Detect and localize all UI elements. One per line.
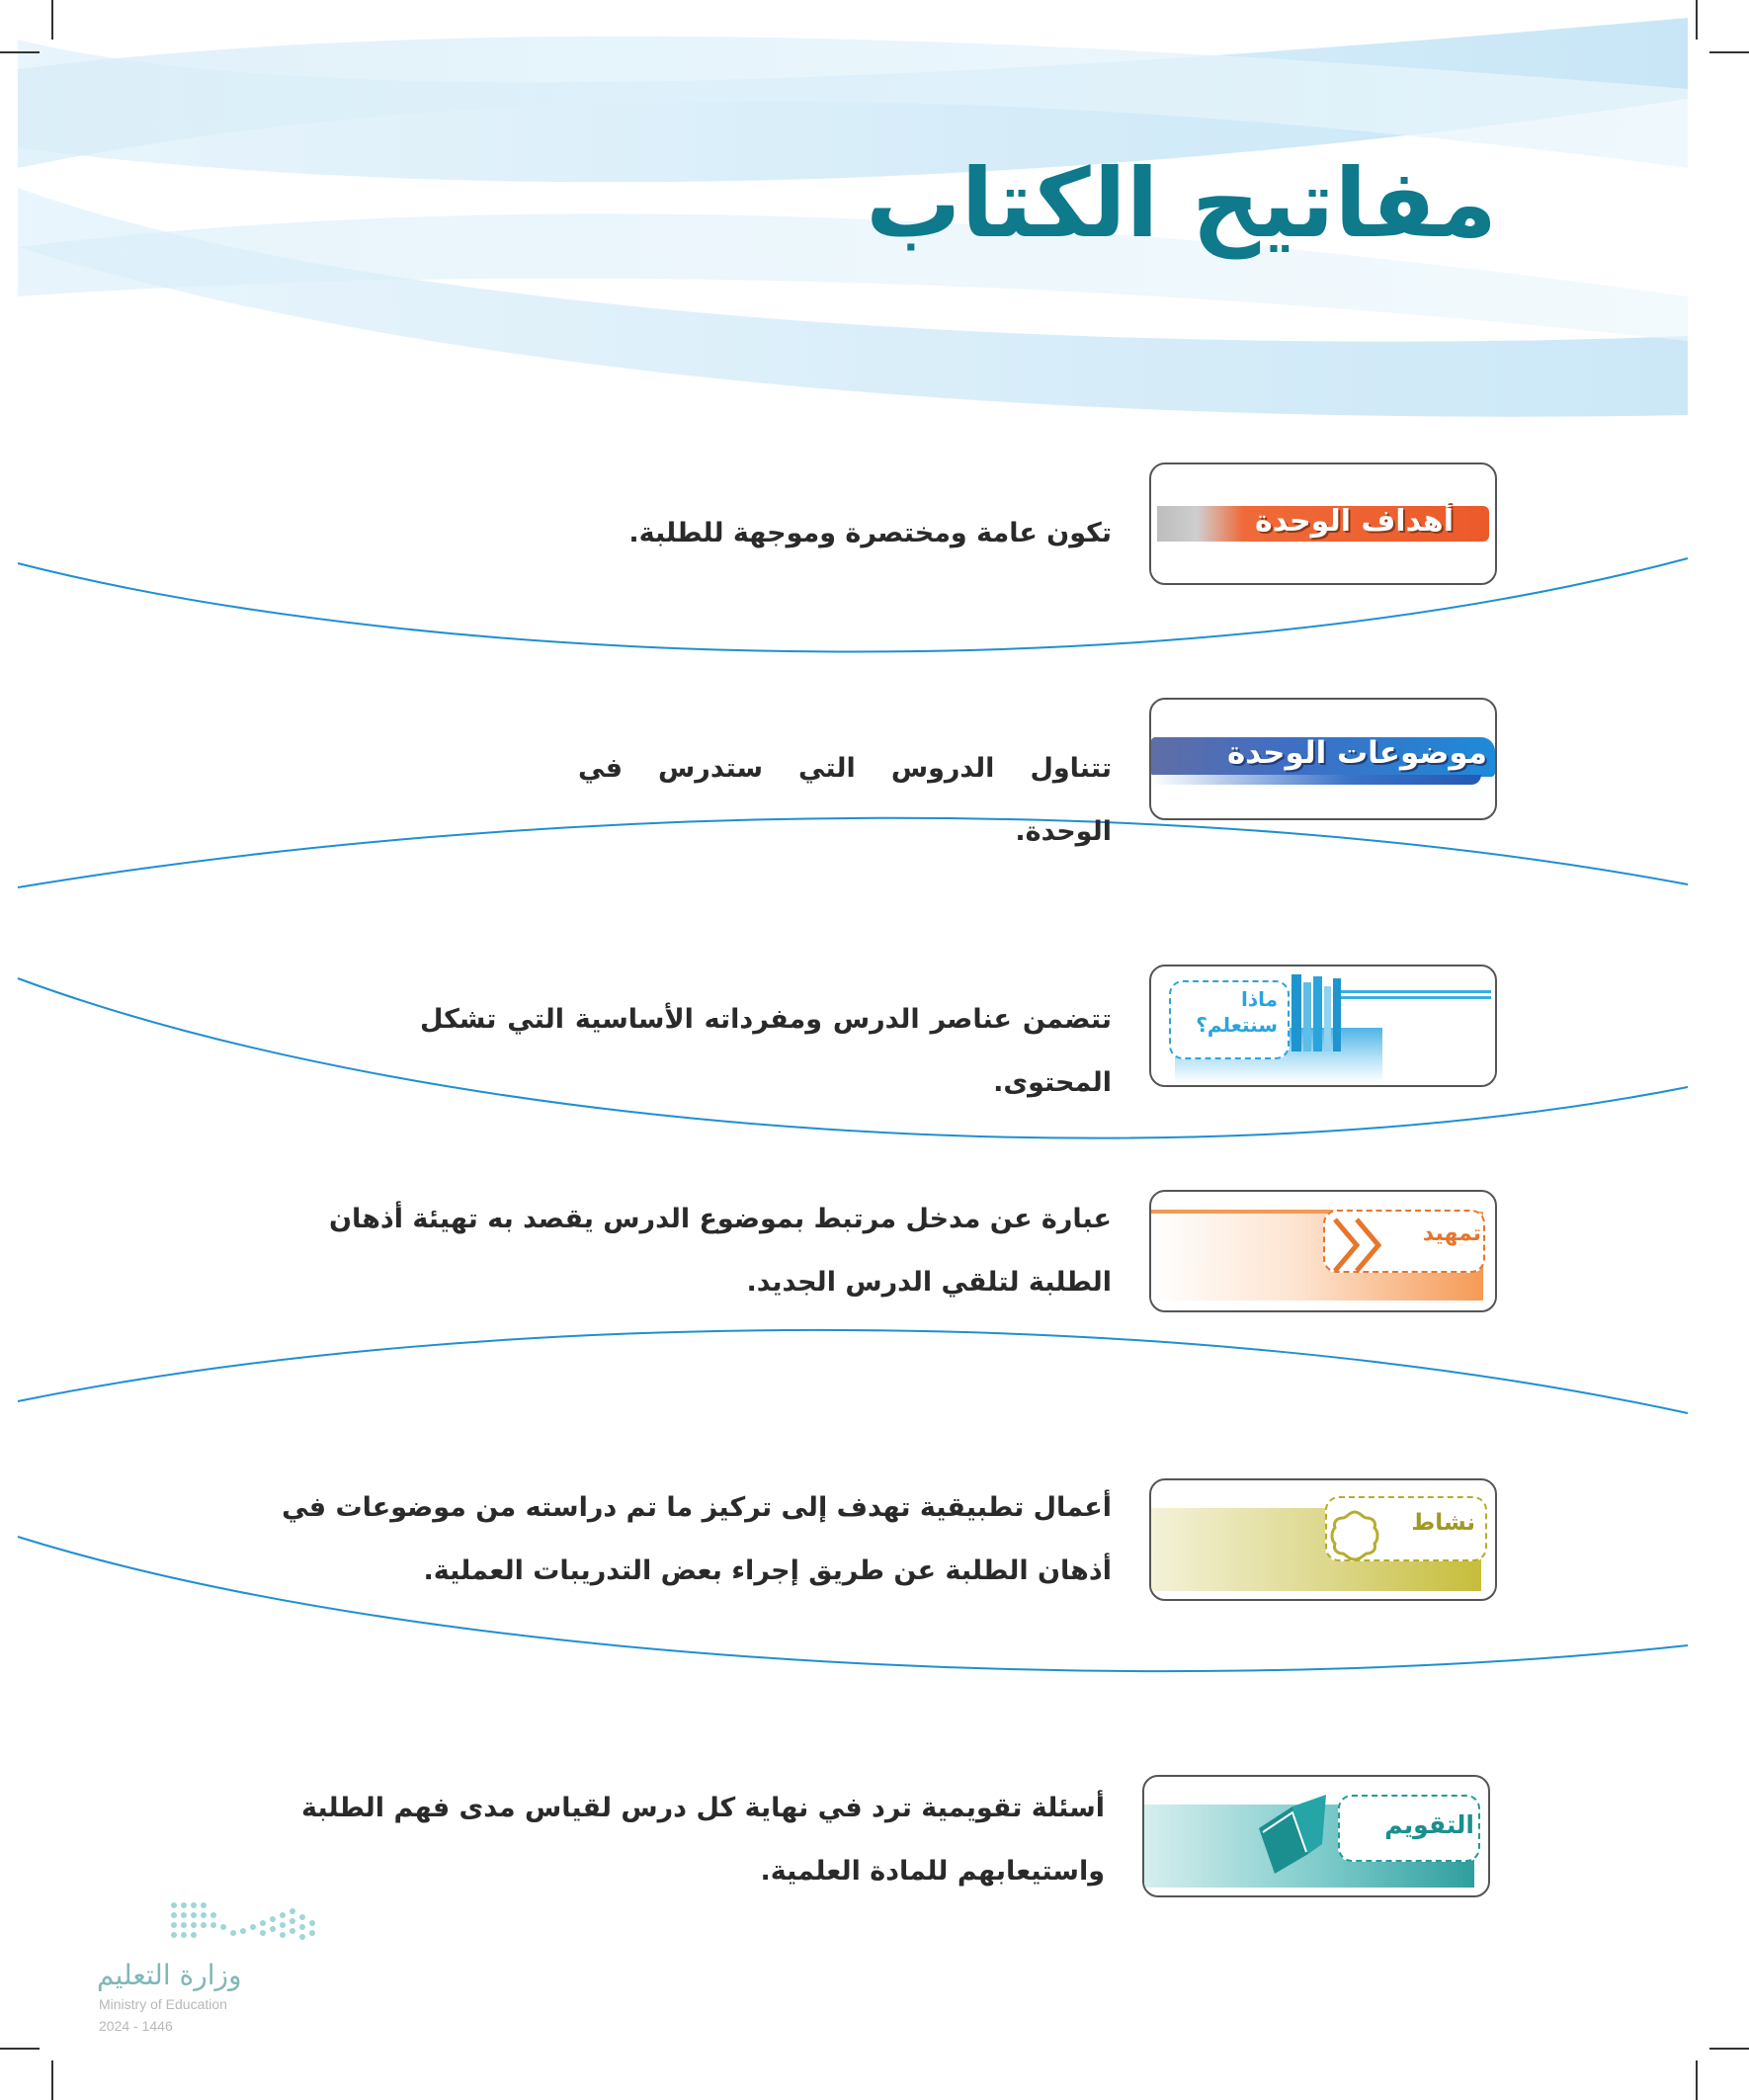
badge-label: تمهيد: [1422, 1221, 1481, 1246]
badge-intro: [1149, 1190, 1497, 1312]
flower-icon: [1325, 1506, 1384, 1565]
description-line: الطلبة لتلقي الدرس الجديد.: [746, 1267, 1112, 1298]
badge-activity: [1149, 1478, 1497, 1601]
badge-label-line: ماذا: [1240, 987, 1278, 1011]
description-line: تتضمن عناصر الدرس ومفرداته الأساسية التي تشكل المحتوى.: [420, 1004, 1112, 1098]
badge-what-will-we-learn: [1149, 965, 1497, 1087]
ministry-name-english: Ministry of Education: [99, 1996, 227, 2012]
ministry-name-arabic: وزارة التعليم: [97, 1959, 242, 1991]
badge-label: التقويم: [1384, 1810, 1474, 1839]
key-description: [203, 1188, 1112, 1314]
crop-mark: [1709, 51, 1749, 53]
key-description: [222, 1476, 1112, 1603]
books-icon: [1291, 972, 1341, 1053]
badge-unit-topics: [1149, 698, 1497, 820]
badge-label: أهداف الوحدة: [1254, 504, 1454, 539]
badge-unit-objectives: [1149, 462, 1497, 585]
page-title: مفاتيح الكتاب: [866, 148, 1497, 259]
crop-mark: [51, 2060, 53, 2100]
crop-mark: [1709, 2048, 1749, 2050]
key-description: [420, 988, 1112, 1115]
crop-mark: [1696, 2060, 1698, 2100]
badge-stripe: [1339, 990, 1491, 993]
description-line: أسئلة تقويمية ترد في نهاية كل درس لقياس مدى فهم الطلبة: [300, 1793, 1105, 1823]
description-line: أذهان الطلبة عن طريق إجراء بعض التدريبات العملية.: [423, 1555, 1112, 1586]
key-description: [578, 502, 1112, 565]
description-line: تكون عامة ومختصرة وموجهة للطلبة.: [628, 518, 1112, 548]
crop-mark: [51, 0, 53, 40]
crop-mark: [1696, 0, 1698, 40]
key-description: [578, 737, 1112, 864]
open-book-icon: [1253, 1789, 1332, 1878]
badge-label: [1175, 986, 1278, 1038]
badge-label: موضوعات الوحدة: [1226, 735, 1487, 771]
badge-label: نشاط: [1411, 1510, 1475, 1536]
badge-stripe: [1339, 996, 1491, 999]
description-line: أعمال تطبيقية تهدف إلى تركيز ما تم دراسته من موضوعات في: [282, 1492, 1112, 1523]
badge-label-line: سنتعلم؟: [1196, 1013, 1278, 1037]
description-line: تتناول الدروس التي ستدرس في الوحدة.: [578, 753, 1112, 847]
badge-band-shadow: [1151, 775, 1481, 785]
description-line: عبارة عن مدخل مرتبط بموضوع الدرس يقصد به تهيئة أذهان: [329, 1204, 1112, 1234]
key-description: [215, 1777, 1105, 1903]
description-line: واستيعابهم للمادة العلمية.: [760, 1856, 1105, 1887]
crop-mark: [0, 51, 40, 53]
crop-mark: [0, 2048, 40, 2050]
ministry-logo-icon: [95, 1897, 332, 1953]
edition-year: 2024 - 1446: [99, 2018, 173, 2034]
badge-evaluation: [1142, 1775, 1490, 1897]
chevron-arrows-icon: [1329, 1214, 1388, 1277]
